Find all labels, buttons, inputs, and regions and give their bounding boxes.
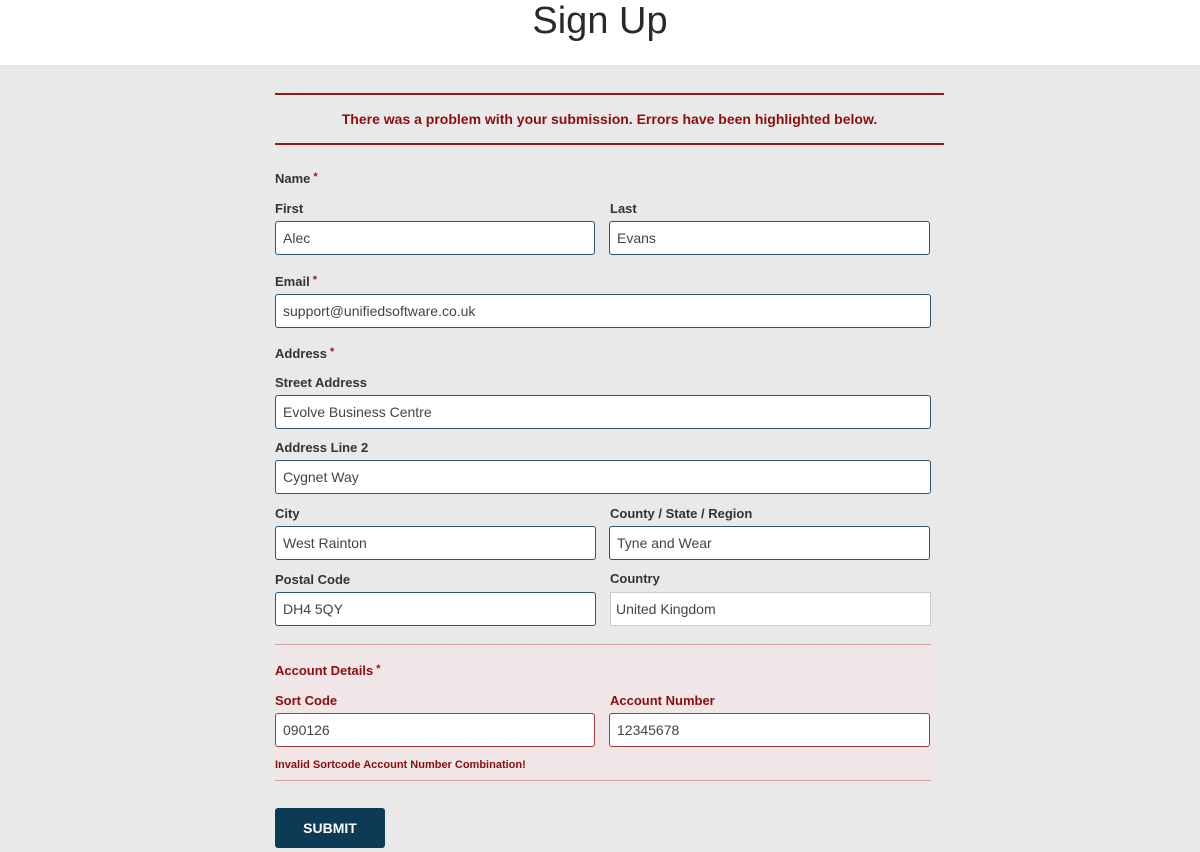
county-input[interactable] — [609, 526, 930, 560]
name-label-text: Name — [275, 171, 311, 186]
address-line2-input[interactable] — [275, 460, 931, 494]
country-label: Country — [610, 571, 660, 586]
last-name-label: Last — [610, 201, 637, 216]
validation-error-banner: There was a problem with your submission. Errors have been highlighted below. — [275, 93, 944, 145]
page-title: Sign Up — [532, 0, 668, 42]
required-marker: * — [312, 274, 317, 286]
postal-code-input[interactable] — [275, 592, 596, 626]
street-address-input[interactable] — [275, 395, 931, 429]
submit-button[interactable]: SUBMIT — [275, 808, 385, 848]
first-name-label: First — [275, 201, 304, 216]
account-number-label: Account Number — [610, 693, 715, 708]
first-name-input[interactable] — [275, 221, 595, 255]
account-details-label — [275, 663, 381, 678]
account-number-input[interactable] — [609, 713, 930, 747]
sort-code-input[interactable] — [275, 713, 595, 747]
address-label-text: Address — [275, 346, 328, 361]
sort-code-label: Sort Code — [275, 693, 338, 708]
city-input[interactable] — [275, 526, 596, 560]
street-address-label: Street Address — [275, 375, 367, 390]
city-label: City — [275, 506, 300, 521]
address-label — [275, 346, 334, 361]
postal-code-label: Postal Code — [275, 572, 351, 587]
required-marker: * — [330, 346, 335, 358]
page-header — [0, 0, 1200, 65]
required-marker: * — [376, 663, 381, 675]
last-name-input[interactable] — [609, 221, 930, 255]
email-label-text: Email — [275, 274, 310, 289]
account-details-label-text: Account Details — [275, 663, 374, 678]
address-line2-label: Address Line 2 — [275, 440, 369, 455]
country-select[interactable] — [610, 592, 931, 626]
name-label — [275, 171, 318, 186]
required-marker: * — [313, 171, 318, 183]
county-label: County / State / Region — [610, 506, 753, 521]
account-validation-message: Invalid Sortcode Account Number Combination! — [275, 759, 526, 771]
email-input[interactable] — [275, 294, 931, 328]
email-label — [275, 274, 317, 289]
